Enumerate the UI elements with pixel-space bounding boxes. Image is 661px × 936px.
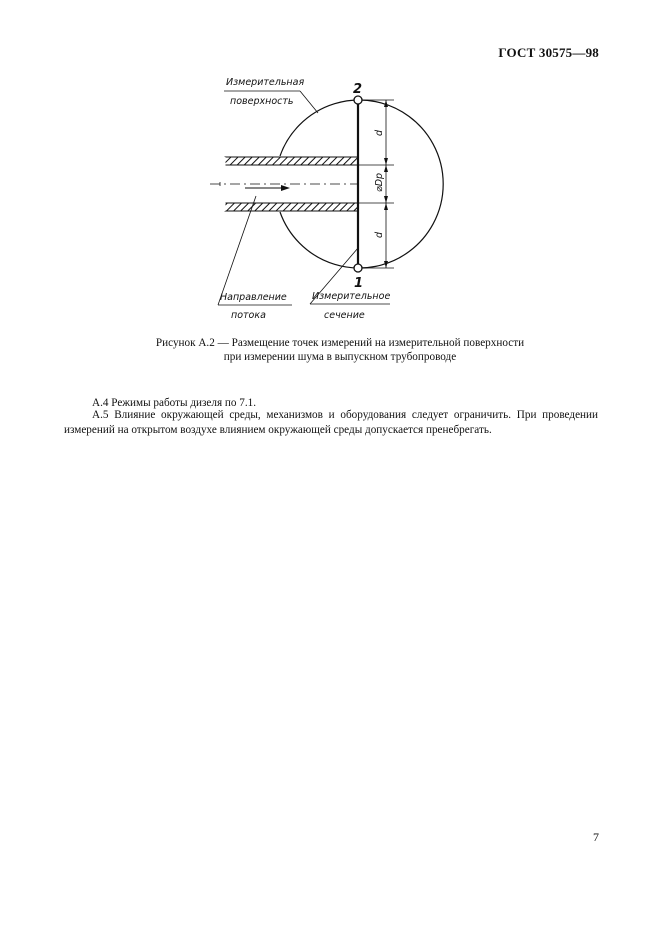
dimension-d-bottom: d (374, 231, 385, 238)
paragraph-a4: А.4 Режимы работы дизеля по 7.1. (92, 397, 257, 409)
figure-caption-line1: Рисунок А.2 — Размещение точек измерений на измерительной поверхности (155, 337, 525, 349)
label-flow-direction-line1: Направление (220, 292, 287, 303)
pipe-wall-top (225, 157, 358, 165)
label-measurement-surface-line1: Измерительная (226, 77, 305, 88)
figure-caption-line2: при измерении шума в выпускном трубопроводе (223, 351, 457, 363)
document-code-header: ГОСТ 30575—98 (498, 45, 599, 60)
paragraph-a5: А.5 Влияние окружающей среды, механизмов и оборудования следует ограничить. При проведении измерений на открытом воздухе влиянием окружающей среды допускается пренебрегать. (64, 409, 598, 436)
label-flow-direction-line2: потока (231, 310, 266, 321)
figure-a2-drawing (190, 70, 470, 325)
pipe-wall-bottom (225, 203, 358, 211)
point-1-label: 1 (354, 276, 364, 291)
point-2-label: 2 (353, 82, 363, 97)
label-measurement-section-line2: сечение (324, 310, 365, 321)
dimension-d-top: d (374, 129, 385, 136)
measurement-point-1 (354, 264, 362, 272)
measurement-diagram (190, 70, 470, 325)
dimension-dp: ⌀Dр (374, 172, 385, 192)
page-number: 7 (593, 830, 599, 844)
label-measurement-surface-line2: поверхность (230, 96, 294, 107)
label-measurement-section-line1: Измерительное (312, 291, 391, 302)
figure-caption (60, 336, 620, 364)
measurement-point-2 (354, 96, 362, 104)
